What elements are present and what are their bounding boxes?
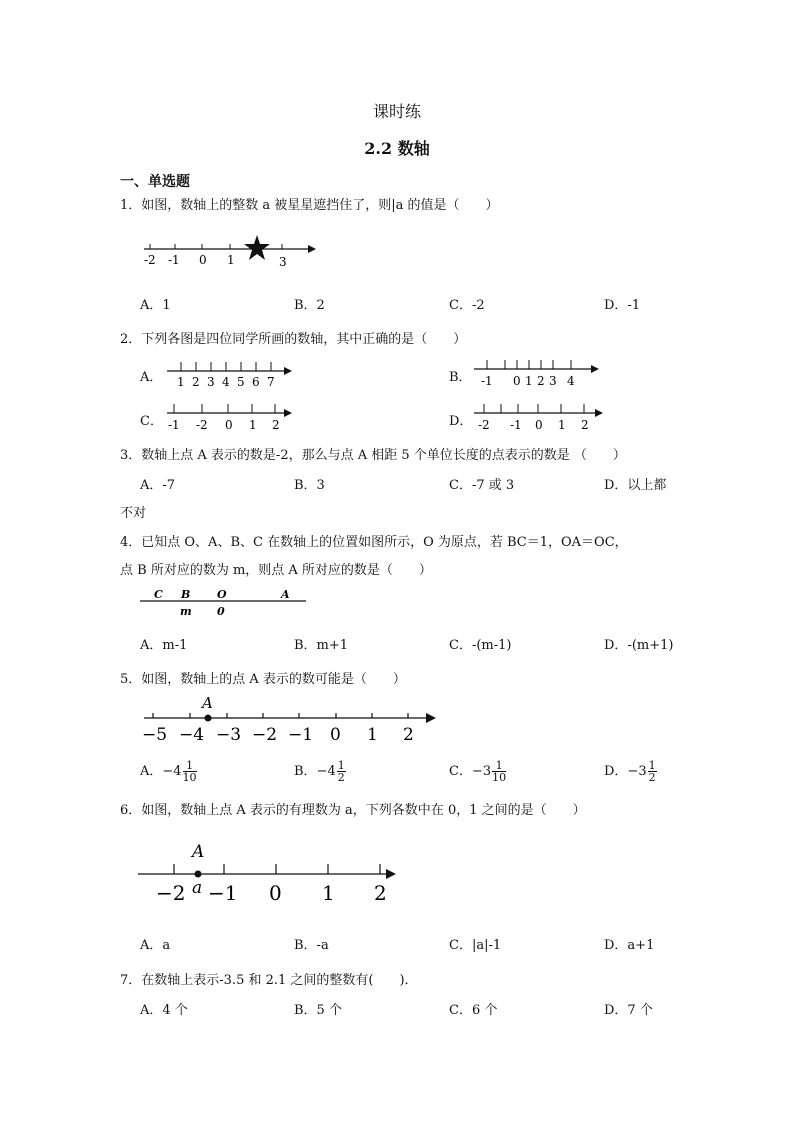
axis-label: 0	[513, 374, 521, 388]
q2-axis-a	[165, 356, 295, 390]
axis-label: 5	[237, 375, 245, 389]
document-title: 课时练	[372, 102, 421, 121]
option-letter: B．	[294, 764, 317, 779]
option-letter: C．	[449, 764, 472, 779]
q2-option-c-letter[interactable]: C．	[140, 414, 163, 429]
q1-option-b[interactable]: B．2	[294, 298, 325, 313]
axis-label: 2	[192, 375, 200, 389]
q2-option-b-letter[interactable]: B．	[449, 370, 472, 385]
section-heading: 一、单选题	[120, 174, 190, 190]
question-1-stem: 1．如图，数轴上的整数 a 被星星遮挡住了，则|a 的值是（ ）	[120, 198, 499, 213]
axis-label: 2	[272, 418, 280, 432]
q7-option-c[interactable]: C．6 个	[449, 1003, 498, 1018]
question-6-stem: 6．如图，数轴上点 A 表示的有理数为 a，下列各数中在 0，1 之间的是（ ）	[120, 803, 586, 818]
under-label-0: 0	[217, 605, 225, 618]
axis-label: 0	[535, 418, 543, 432]
question-6-number-line	[136, 838, 401, 910]
q3-option-c[interactable]: C．-7 或 3	[449, 478, 515, 493]
point-label-a: A	[281, 588, 290, 601]
axis-label: 2	[403, 725, 414, 745]
q6-option-d[interactable]: D．a+1	[604, 938, 655, 953]
q3-option-d-wrap: 不对	[120, 506, 147, 521]
q4-option-d[interactable]: D．-(m+1)	[604, 638, 674, 653]
axis-label: 1	[177, 375, 185, 389]
axis-label: 3	[207, 375, 215, 389]
q6-option-c[interactable]: C．|a|-1	[449, 938, 502, 953]
whole-part: −4	[316, 764, 336, 779]
axis-label: −3	[216, 725, 242, 745]
numerator: 1	[648, 759, 656, 772]
q2-axis-c	[165, 400, 295, 434]
axis-label: 1	[367, 725, 378, 745]
question-7-stem: 7．在数轴上表示-3.5 和 2.1 之间的整数有( )．	[120, 973, 418, 988]
whole-part: −3	[627, 764, 647, 779]
point-a-dot	[195, 871, 202, 878]
axis-label: 1	[249, 418, 257, 432]
point-label-c: C	[154, 588, 163, 601]
axis-label: −4	[179, 725, 205, 745]
axis-label: -1	[481, 374, 493, 388]
whole-part: −4	[162, 764, 182, 779]
axis-label: 7	[267, 375, 275, 389]
lesson-title: 2.2 数轴	[364, 139, 430, 158]
whole-part: −3	[471, 764, 492, 779]
axis-label: 2	[537, 374, 545, 388]
question-4-stem-line2: 点 B 所对应的数为 m，则点 A 所对应的数是（ ）	[120, 563, 432, 578]
q1-option-a[interactable]: A．1	[140, 298, 171, 313]
q2-axis-b	[472, 356, 602, 390]
axis-label: −1	[208, 881, 238, 905]
point-label-a-value: a	[192, 878, 203, 898]
q2-option-a-letter[interactable]: A．	[140, 370, 163, 385]
q6-option-a[interactable]: A．a	[140, 938, 171, 953]
axis-label: 3	[549, 374, 557, 388]
under-label-m: m	[180, 605, 192, 618]
axis-label: -2	[478, 418, 490, 432]
q5-option-c[interactable]	[449, 760, 506, 783]
q3-option-b[interactable]: B．3	[294, 478, 325, 493]
question-3-stem: 3．数轴上点 A 表示的数是-2，那么与点 A 相距 5 个单位长度的点表示的数是 （ ）	[120, 448, 626, 463]
question-4-number-line	[138, 584, 310, 618]
q2-axis-d	[472, 400, 607, 434]
axis-label: -2	[196, 418, 208, 432]
question-4-stem-line1: 4．已知点 O、A、B、C 在数轴上的位置如图所示，O 为原点，若 BC＝1，OA＝OC，	[120, 535, 628, 550]
question-5-number-line	[140, 693, 440, 745]
q5-option-b[interactable]	[294, 760, 346, 783]
axis-label: 0	[199, 253, 207, 267]
q4-option-c[interactable]: C．-(m-1)	[449, 638, 512, 653]
axis-label: -1	[168, 253, 180, 267]
q7-option-a[interactable]: A．4 个	[140, 1003, 188, 1018]
denominator: 2	[648, 771, 656, 784]
question-5-stem: 5．如图，数轴上的点 A 表示的数可能是（ ）	[120, 672, 406, 687]
axis-label: -1	[168, 418, 180, 432]
axis-label: −5	[142, 725, 168, 745]
point-a-dot	[205, 715, 212, 722]
point-label-b: B	[181, 588, 191, 601]
axis-label: 2	[374, 881, 387, 905]
axis-label: 1	[525, 374, 533, 388]
option-letter: A．	[140, 764, 163, 779]
axis-label: 0	[269, 881, 282, 905]
q4-option-a[interactable]: A．m-1	[140, 638, 188, 653]
denominator: 2	[337, 771, 345, 784]
point-label-o: O	[217, 588, 227, 601]
fraction	[337, 760, 346, 783]
axis-label: 2	[581, 418, 589, 432]
axis-label: 4	[567, 374, 575, 388]
fraction	[492, 760, 506, 783]
axis-label: 4	[222, 375, 230, 389]
axis-label: 1	[227, 253, 235, 267]
question-2-stem: 2．下列各图是四位同学所画的数轴，其中正确的是（ ）	[120, 332, 467, 347]
q7-option-d[interactable]: D．7 个	[604, 1003, 653, 1018]
q3-option-d[interactable]: D．以上都	[604, 478, 667, 493]
point-label-a: A	[192, 842, 205, 862]
axis-label: 1	[322, 881, 335, 905]
fraction	[648, 760, 657, 783]
numerator: 1	[183, 760, 197, 772]
denominator: 10	[492, 771, 507, 784]
axis-label: 6	[252, 375, 260, 389]
axis-label: −2	[252, 725, 278, 745]
numerator: 1	[492, 760, 506, 772]
q3-option-a[interactable]: A．-7	[140, 478, 176, 493]
axis-label: −1	[288, 725, 314, 745]
axis-label: 0	[330, 725, 341, 745]
q1-option-c[interactable]: C．-2	[449, 298, 485, 313]
point-label-a: A	[202, 694, 213, 712]
numerator: 1	[337, 759, 345, 772]
axis-label: -2	[144, 253, 156, 267]
axis-label: 0	[225, 418, 233, 432]
q5-option-d[interactable]	[604, 760, 657, 783]
q6-option-b[interactable]: B．-a	[294, 938, 329, 953]
q1-option-d[interactable]: D．-1	[604, 298, 641, 313]
q7-option-b[interactable]: B．5 个	[294, 1003, 342, 1018]
axis-label: -1	[510, 418, 522, 432]
option-letter: D．	[604, 764, 628, 779]
question-1-number-line	[140, 232, 320, 272]
axis-label: 1	[558, 418, 566, 432]
axis-label: 3	[279, 255, 287, 269]
star-icon	[244, 235, 270, 260]
axis-label: −2	[156, 881, 186, 905]
q4-option-b[interactable]: B．m+1	[294, 638, 349, 653]
denominator: 10	[182, 771, 197, 784]
q2-option-d-letter[interactable]: D．	[449, 414, 473, 429]
q5-option-a[interactable]	[140, 760, 197, 783]
fraction	[183, 760, 197, 783]
